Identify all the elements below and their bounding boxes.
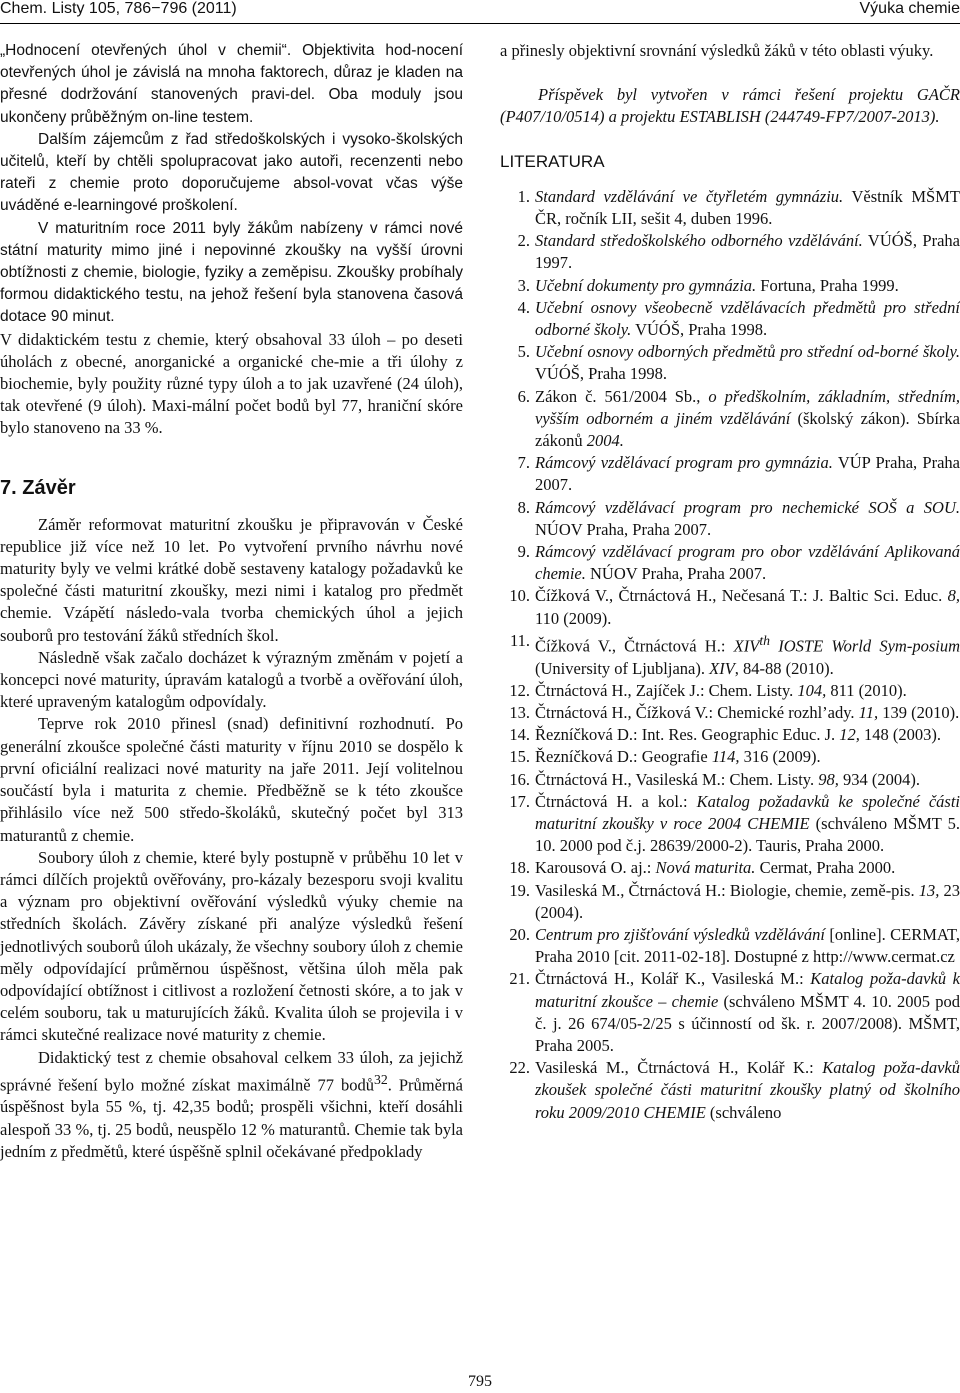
reference-list xyxy=(500,186,960,1124)
acknowledgement: Příspěvek byl vytvořen v rámci řešení projektu GAČR (P407/10/0514) a projektu ESTABLISH (244749-FP7/2007-2013). xyxy=(500,85,960,127)
reference-number: 2. xyxy=(517,231,530,251)
reference-item xyxy=(500,680,960,702)
reference-title: o předškolním, základním, středním, vyšším odborném a jiném vzdělávání xyxy=(535,386,960,428)
reference-number: 22. xyxy=(509,1058,530,1078)
reference-superscript: th xyxy=(759,632,771,648)
spacer xyxy=(500,129,960,151)
reference-item xyxy=(500,968,960,1057)
reference-text: VÚÓŠ, Praha 1998. xyxy=(631,320,768,340)
text-run: . Průměrná úspěšnost byla 55 %, tj. 42,35 bodů; prospěli všichni, kteří dosáhli alespoň 33 %, tj. 25 bodů, neuspělo 12 % maturantů. Chemie tak byla jedním z předmětů, které úspěšně splnil očekávané předpoklady xyxy=(0,1075,463,1161)
reference-item xyxy=(500,275,960,297)
reference-number: 21. xyxy=(509,969,530,989)
reference-item xyxy=(500,186,960,230)
reference-item xyxy=(500,585,960,629)
reference-number: 5. xyxy=(517,342,530,362)
reference-title: Katalog požadavků ke společné části maturitní zkoušky v roce 2004 CHEMIE xyxy=(535,791,960,833)
paragraph-conclusion-5 xyxy=(0,1047,463,1164)
reference-text: 934 (2004). xyxy=(838,769,920,789)
reference-item xyxy=(500,857,960,879)
reference-text: 148 (2003). xyxy=(859,725,942,745)
reference-text: (schváleno MŠMT 4. 10. 2005 pod č. j. 26 674/05-2/25 s účinností od šk. r. 2007/2008). MŠMT, Praha 2005. xyxy=(535,991,960,1056)
reference-text: (školský zákon). Sbírka zákonů xyxy=(535,408,960,451)
reference-text: [online]. CERMAT, Praha 2010 [cit. 2011-02-18]. Dostupné z http://www.cermat.cz xyxy=(535,925,960,967)
reference-title: Katalog poža-davků zkoušek společné části maturitní zkoušky platný od školního roku 2009/2010 CHEMIE xyxy=(535,1058,960,1122)
reference-text: 110 (2009). xyxy=(535,608,612,628)
reference-text: (schváleno xyxy=(705,1102,782,1122)
reference-item xyxy=(500,791,960,858)
reference-number: 6. xyxy=(517,386,530,406)
reference-text: Karousová O. aj.: xyxy=(535,858,656,878)
reference-number: 12. xyxy=(509,680,530,700)
reference-title: 13, xyxy=(918,880,940,900)
reference-number: 13. xyxy=(509,702,530,722)
reference-title: Centrum pro zjišťování výsledků vzdělávání xyxy=(535,925,825,945)
reference-title: Rámcový vzdělávací program pro obor vzdělávání Aplikovaná chemie. xyxy=(535,542,960,584)
paragraph-test: V didaktickém testu z chemie, který obsahoval 33 úloh – po deseti úholách z obecné, anorganické a organické che-mie a tři úlohy z biochemie, byly použity různé typy úloh a to jak uzavřené (24 úloh), tak otevřené (9 úloh). Maxi-mální počet bodů byl 77, hraniční skóre bylo stanoveno na 33 %. xyxy=(0,329,463,438)
header-rule xyxy=(0,23,960,24)
paragraph-conclusion-4: Soubory úloh z chemie, které byly postupně v průběhu 10 let v rámci dílčích projektů ověřovány, pro-kázaly bezesporu svoji kvalitu a význam pro objektivní ověřování výsledků výuky chemie na středních školách. Závěry získané při analýze výsledků řešení jednotlivých souborů úloh ukázaly, že všechny soubory úloh z chemie měly odpovídající průměrnou úspěšnost, většina úloh měla pak odpovídající obtížnost i citlivost a rozložení četnosti skóre, a to jak v celém souboru, tak u maturujících žáků. Kvalita úloh se projevila i v rámci skutečné realizace nové maturity z chemie. xyxy=(0,847,463,1045)
paragraph-conclusion-2: Následně však začalo docházet k výrazným změnám v pojetí a koncepci nové maturity, úpravám katalogů a tvorbě a ověřování úloh, které upraveným katalogům odpovídaly. xyxy=(0,647,463,712)
text-run: Didaktický test z chemie obsahoval celkem 33 úloh, za jejichž správné řešení bylo možné získat maximálně 77 bodů xyxy=(0,1047,463,1095)
reference-text: Čtrnáctová H., Čížková V.: Chemické rozhl’ady. xyxy=(535,702,859,722)
reference-text: Cermat, Praha 2000. xyxy=(755,858,896,878)
reference-text: Čížková V., Čtrnáctová H.: xyxy=(535,636,734,656)
reference-title: XIV xyxy=(709,658,735,678)
reference-number: 10. xyxy=(509,586,530,606)
reference-title: 12, xyxy=(839,725,860,745)
reference-text: VÚP Praha, Praha 2007. xyxy=(535,453,960,495)
page-number: 795 xyxy=(468,1373,492,1390)
paragraph-continued: a přinesly objektivní srovnání výsledků žáků v této oblasti výuky. xyxy=(500,41,934,60)
reference-text: Zákon č. 561/2004 Sb., xyxy=(535,386,709,406)
reference-text: Fortuna, Praha 1999. xyxy=(756,275,899,295)
paragraph-conclusion-1: Záměr reformovat maturitní zkoušku je připravován v České republice již více než 10 let. Po vytvoření prvního návrhu nové maturity byly ve velmi krátké době sestaveny katalogy požadavků ke společné části maturitní zkoušky, mezi nimi i katalog pro předmět chemie. Vzápětí následo-vala tvorba chemických úhol a jejich souborů pro testování žáků středních škol. xyxy=(0,514,463,645)
reference-item xyxy=(500,386,960,453)
spacer xyxy=(500,62,960,84)
paragraph-teachers: Dalším zájemcům z řad středoškolských i vysoko-školských učitelů, kteří by chtěli spolupracovat jako autoři, recenzenti nebo rateři z chemie proto doporučujeme absol-vovat včas výše uváděné e-learningové proškolení. xyxy=(0,130,463,215)
reference-number: 3. xyxy=(517,275,530,295)
reference-item xyxy=(500,724,960,746)
reference-item xyxy=(500,746,960,768)
reference-text: Řezníčková D.: Geografie xyxy=(535,747,712,767)
reference-item xyxy=(500,924,960,968)
reference-number: 8. xyxy=(517,497,530,517)
reference-title: 114, xyxy=(711,747,740,767)
reference-text: (University of Ljubljana). xyxy=(535,658,710,678)
reference-number: 7. xyxy=(517,453,530,473)
reference-title: Učební osnovy všeobecně vzdělávacích předmětů pro střední odborné školy. xyxy=(535,297,960,340)
reference-item xyxy=(500,769,960,791)
reference-number: 9. xyxy=(517,542,530,562)
spacer xyxy=(500,173,960,186)
reference-number: 11. xyxy=(509,630,530,650)
reference-text: Vasileská M., Čtrnáctová H., Kolář K.: xyxy=(535,1058,823,1078)
running-header xyxy=(0,0,960,30)
spacer xyxy=(0,440,463,462)
reference-title: Standard vzdělávání ve čtyřletém gymnáziu. xyxy=(535,186,844,206)
reference-title: XIV xyxy=(733,636,760,656)
reference-item xyxy=(500,497,960,541)
reference-text: Vasileská M., Čtrnáctová H.: Biologie, chemie, země-pis. xyxy=(535,880,919,900)
reference-title: 8, xyxy=(947,586,960,606)
reference-item xyxy=(500,297,960,341)
reference-text: Věstník MŠMT ČR, ročník LII, sešit 4, duben 1996. xyxy=(535,186,960,229)
reference-text: Čtrnáctová H., Vasileská M.: Chem. Listy. xyxy=(535,769,819,789)
reference-number: 15. xyxy=(509,747,530,767)
reference-title: Učební dokumenty pro gymnázia. xyxy=(535,275,757,295)
reference-number: 18. xyxy=(509,858,530,878)
reference-title: 11, xyxy=(858,702,879,722)
reference-item xyxy=(500,452,960,496)
reference-text: Řezníčková D.: Int. Res. Geographic Educ. J. xyxy=(535,725,840,745)
section-name: Výuka chemie xyxy=(859,0,960,17)
reference-title: 2004. xyxy=(586,431,624,451)
reference-item xyxy=(500,541,960,585)
left-column xyxy=(0,40,463,1163)
reference-text: 139 (2010). xyxy=(878,702,960,722)
reference-title: 98, xyxy=(818,769,839,789)
reference-number: 16. xyxy=(509,769,530,789)
reference-number: 1. xyxy=(517,186,530,206)
paragraph-2011: V maturitním roce 2011 byly žákům nabízeny v rámci nové státní maturity mimo jiné i nepovinné zkoušky na vyšší úrovni obtížnosti z chemie, biologie, fyziky a zeměpisu. Zkoušky probíhaly formou didaktického testu, na jehož řešení byla stanovena časová dotace 90 minut. xyxy=(0,219,463,326)
right-column xyxy=(500,40,960,1124)
reference-text: 23 (2004). xyxy=(535,880,960,922)
reference-title: Učební osnovy odborných předmětů pro střední od-borné školy. xyxy=(535,342,960,362)
reference-title: Nová maturita. xyxy=(655,858,756,878)
reference-text: NÚOV Praha, Praha 2007. xyxy=(585,564,767,584)
reference-text: Čtrnáctová H. a kol.: xyxy=(535,791,697,811)
reference-text: NÚOV Praha, Praha 2007. xyxy=(535,519,712,539)
reference-text: VÚÓŠ, Praha 1997. xyxy=(535,231,960,273)
reference-title: Rámcový vzdělávací program pro gymnázia. xyxy=(535,453,833,473)
spacer xyxy=(0,462,463,475)
reference-title: Katalog poža-davků k maturitní zkoušce – chemie xyxy=(535,969,960,1011)
reference-text: 316 (2009). xyxy=(739,747,821,767)
footnote-ref: 32 xyxy=(374,1071,388,1087)
spacer xyxy=(0,501,463,514)
reference-text: VÚÓŠ, Praha 1998. xyxy=(535,364,667,384)
literature-heading: LITERATURA xyxy=(500,151,605,171)
reference-item xyxy=(500,630,960,680)
reference-text: 811 (2010). xyxy=(826,680,907,700)
reference-title: 104, xyxy=(797,680,827,700)
reference-number: 4. xyxy=(517,297,530,317)
journal-citation: Chem. Listy 105, 786−796 (2011) xyxy=(0,0,237,17)
reference-number: 19. xyxy=(509,880,530,900)
reference-number: 20. xyxy=(509,925,530,945)
reference-text: , 84-88 (2010). xyxy=(734,658,834,678)
reference-item xyxy=(500,702,960,724)
paragraph-conclusion-3: Teprve rok 2010 přinesl (snad) definitivní rozhodnutí. Po generální zkoušce společné části maturity v říjnu 2010 se dospělo k první oficiální realizaci nové maturity na jaře 2011. Její volitelnou součástí byla i maturita z chemie. Předběžně se k této zkoušce přihlásilo více než 500 středo-školáků, skutečný počet byl 313 maturantů z chemie. xyxy=(0,714,463,845)
reference-item xyxy=(500,230,960,274)
reference-text: Čtrnáctová H., Zajíček J.: Chem. Listy. xyxy=(535,680,798,700)
reference-item xyxy=(500,880,960,924)
reference-item xyxy=(500,1057,960,1124)
reference-title: Rámcový vzdělávací program pro nechemické SOŠ a SOU. xyxy=(535,497,960,517)
reference-title: Standard středoškolského odborného vzdělávání. xyxy=(535,231,863,251)
reference-text: (schváleno MŠMT 5. 10. 2000 pod č.j. 28639/2000-2). Tauris, Praha 2000. xyxy=(535,814,960,856)
reference-text: Čtrnáctová H., Kolář K., Vasileská M.: xyxy=(535,969,811,989)
reference-text: Čížková V., Čtrnáctová H., Nečesaná T.: J. Baltic Sci. Educ. xyxy=(535,586,948,606)
paragraph-intro: „Hodnocení otevřených úhol v chemii“. Objektivita hod-nocení otevřených úhol je závislá na mnoha faktorech, důraz je kladen na přesné dodržování stanovených pravi-del. Oba moduly jsou ukončeny průběžným on-line testem. xyxy=(0,42,463,126)
section-title: 7. Závěr xyxy=(0,476,76,499)
reference-title: IOSTE World Sym-posium xyxy=(770,636,960,656)
reference-number: 17. xyxy=(509,791,530,811)
reference-item xyxy=(500,341,960,385)
reference-number: 14. xyxy=(509,725,530,745)
